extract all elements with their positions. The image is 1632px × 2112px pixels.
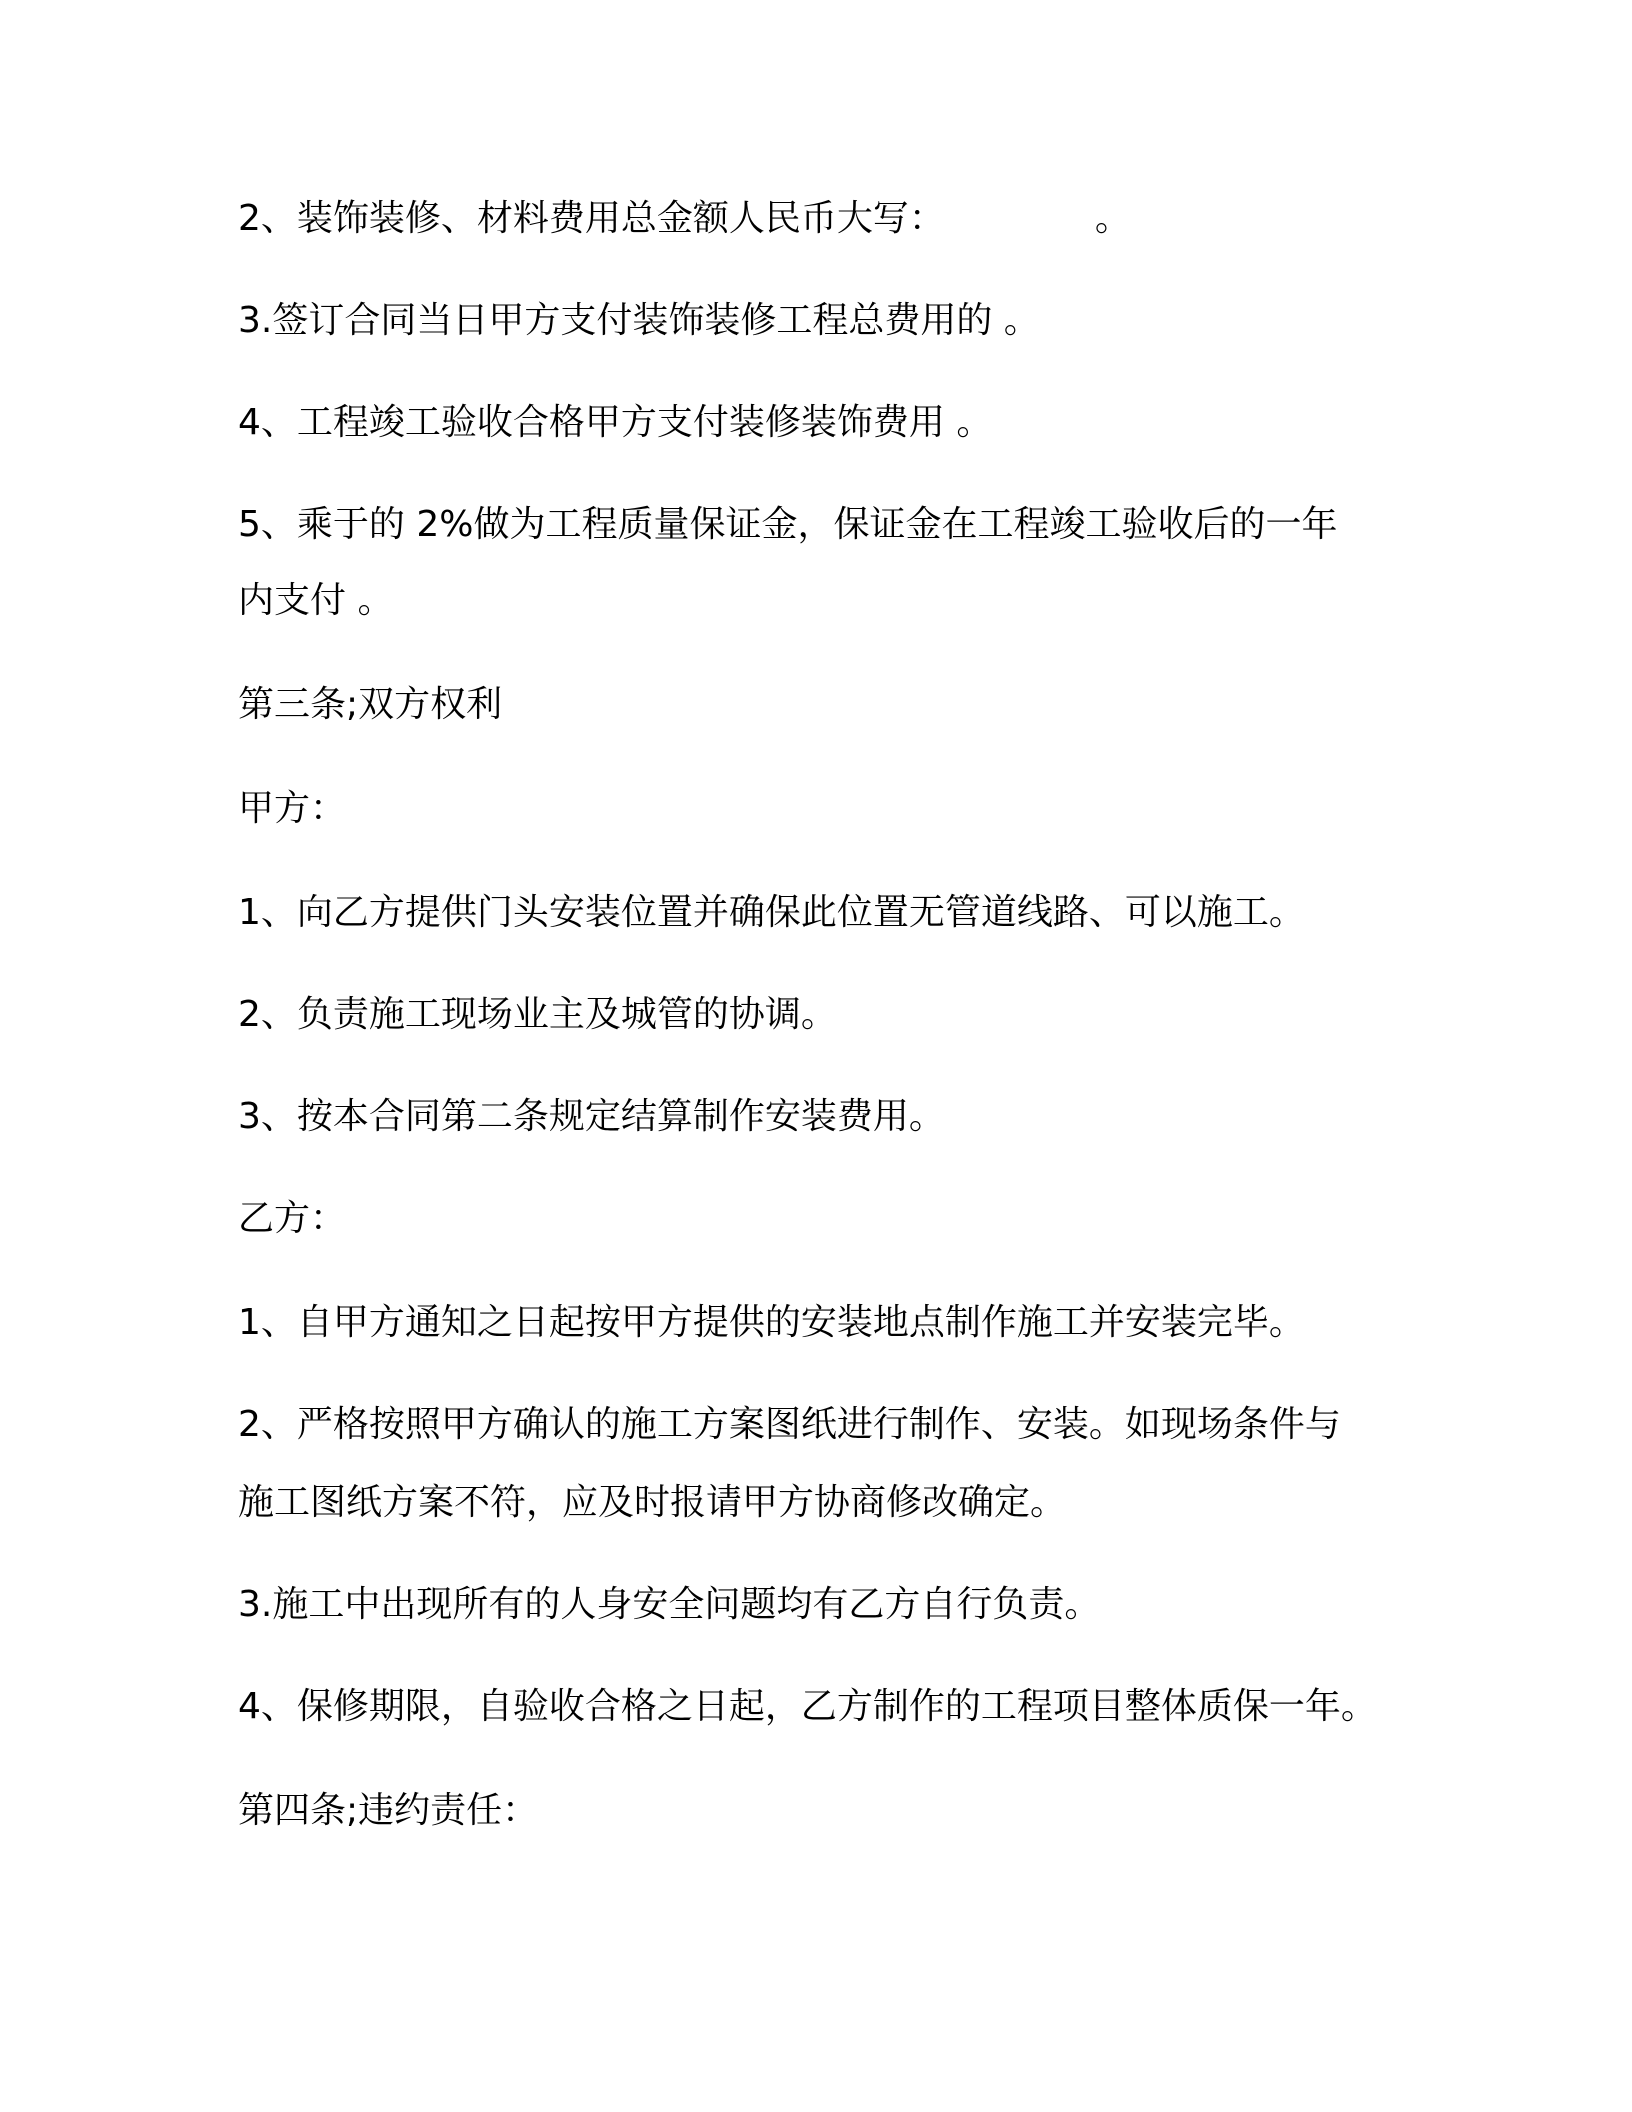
payment-item-4: 4、工程竣工验收合格甲方支付装修装饰费用 。 bbox=[238, 402, 993, 443]
party-a-item-2: 2、负责施工现场业主及城管的协调。 bbox=[238, 994, 837, 1035]
payment-item-3: 3.签订合同当日甲方支付装饰装修工程总费用的 。 bbox=[238, 300, 1040, 341]
party-a-item-3: 3、按本合同第二条规定结算制作安装费用。 bbox=[238, 1096, 945, 1137]
party-b-item-3: 3.施工中出现所有的人身安全问题均有乙方自行负责。 bbox=[238, 1584, 1101, 1625]
party-b-item-4: 4、保修期限，自验收合格之日起，乙方制作的工程项目整体质保一年。 bbox=[238, 1686, 1377, 1727]
party-b-label: 乙方： bbox=[238, 1198, 347, 1239]
payment-item-2-text: 2、装饰装修、材料费用总金额人民币大写： bbox=[238, 198, 945, 239]
article-4-heading: 第四条;违约责任： bbox=[238, 1790, 539, 1831]
party-b-item-1: 1、自甲方通知之日起按甲方提供的安装地点制作施工并安装完毕。 bbox=[238, 1302, 1305, 1343]
party-a-label: 甲方： bbox=[238, 788, 347, 829]
payment-item-5-line-1: 5、乘于的 2%做为工程质量保证金，保证金在工程竣工验收后的一年 bbox=[238, 504, 1338, 545]
payment-item-2-end: 。 bbox=[1094, 198, 1131, 239]
article-3-heading: 第三条;双方权利 bbox=[238, 684, 503, 725]
payment-item-2 bbox=[238, 195, 1131, 243]
payment-item-5-line-2: 内支付 。 bbox=[238, 580, 394, 621]
party-b-item-2-line-1: 2、严格按照甲方确认的施工方案图纸进行制作、安装。如现场条件与 bbox=[238, 1404, 1341, 1445]
party-b-item-2-line-2: 施工图纸方案不符，应及时报请甲方协商修改确定。 bbox=[238, 1482, 1067, 1523]
party-a-item-1: 1、向乙方提供门头安装位置并确保此位置无管道线路、可以施工。 bbox=[238, 892, 1305, 933]
